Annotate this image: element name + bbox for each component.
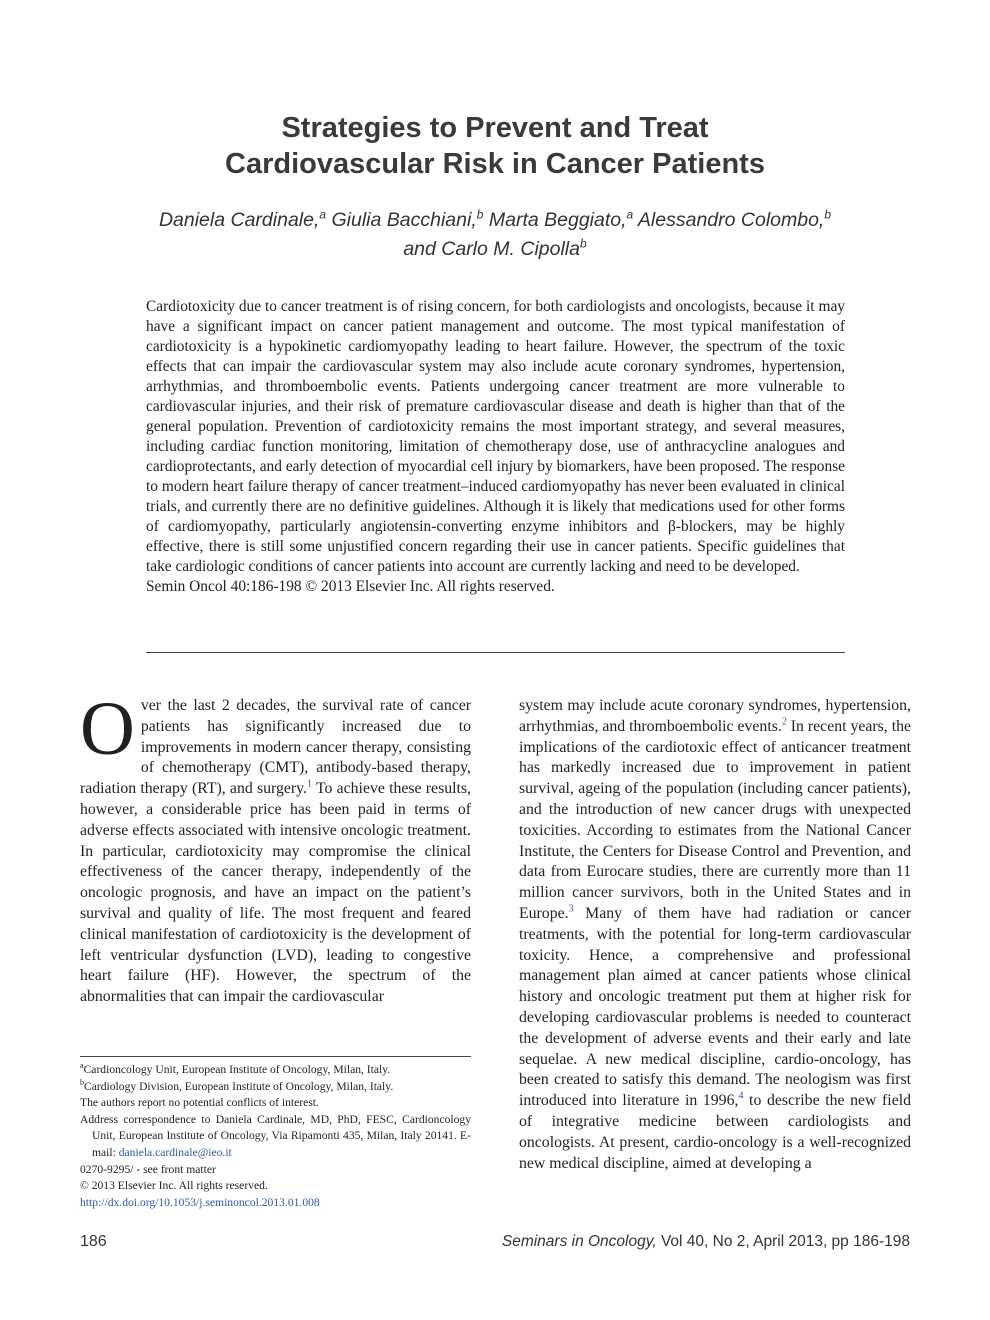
reference-link[interactable]: 3 <box>568 903 574 915</box>
journal-citation <box>502 1233 910 1251</box>
reference-link[interactable]: 1 <box>307 778 312 790</box>
abstract-divider <box>146 652 845 653</box>
affiliation-b <box>80 1079 471 1096</box>
affiliation-mark: b <box>824 207 832 222</box>
author-list <box>0 206 990 264</box>
title-line-1: Strategies to Prevent and Treat <box>281 112 709 144</box>
author-name: Marta Beggiato, <box>483 209 627 231</box>
body-text: system may include acute coronary syndromes, hypertension, arrhythmias, and thromboembolic events. <box>519 697 911 735</box>
article-title <box>0 110 990 182</box>
body-text: In recent years, the implications of the cardiotoxic effect of anticancer treatment has markedly increased due to improvement in patient survival, ageing of the population (including cancer patients), and the introduction of new cancer drugs with unexpected toxicities. According to estimates from the National Cancer Institute, the Centers for Disease Control and Prevention, and data from Eurocare studies, there are currently more than 11 million cancer survivors, both in the United States and in Europe. <box>519 717 911 922</box>
journal-details: Vol 40, No 2, April 2013, pp 186-198 <box>656 1233 910 1250</box>
author-name: and Carlo M. Cipolla <box>403 238 580 260</box>
correspondence <box>80 1112 471 1162</box>
body-text: To achieve these results, however, a considerable price has been paid in terms of adverse effects associated with intensive oncologic treatment. In particular, cardiotoxicity may compromise the clinical effectiveness of the cancer therapy, independently of the oncologic prognosis, and have an impact on the patient’s survival and quality of life. The most frequent and feared clinical manifestation of cardiotoxicity is the development of left ventricular dysfunction (LVD), leading to congestive heart failure (HF). However, the spectrum of the abnormalities that can impair the cardiovascular <box>80 780 471 1006</box>
author-name: Daniela Cardinale, <box>158 209 320 231</box>
copyright: © 2013 Elsevier Inc. All rights reserved. <box>80 1179 268 1193</box>
authors-line-1 <box>0 206 990 235</box>
reference-link[interactable]: 2 <box>781 716 787 728</box>
drop-cap: O <box>80 687 135 771</box>
title-line-2: Cardiovascular Risk in Cancer Patients <box>225 148 765 180</box>
body-column-right <box>519 696 911 1174</box>
body-column-left <box>80 687 471 1008</box>
correspondence-text: Address correspondence to Daniela Cardinale, MD, PhD, FESC, Cardioncology Unit, European Institute of Oncology, Via Ripamonti 435, Milan, Italy 20141. E-mail: <box>80 1112 471 1159</box>
body-text: ver the last 2 decades, the survival rate of cancer patients has significantly increased due to improvements in modern cancer therapy, consisting of chemotherapy (CMT), antibody-based therapy, radiation therapy (RT), and surgery. <box>80 697 471 798</box>
footnotes <box>80 1062 471 1211</box>
conflict-statement: The authors report no potential conflicts of interest. <box>80 1096 319 1110</box>
abstract-citation: Semin Oncol 40:186-198 © 2013 Elsevier Inc. All rights reserved. <box>146 578 555 595</box>
affiliation-text: Cardiology Division, European Institute of Oncology, Milan, Italy. <box>84 1079 394 1093</box>
email-link[interactable]: daniela.cardinale@ieo.it <box>118 1145 232 1159</box>
reference-link[interactable]: 4 <box>738 1090 744 1102</box>
doi-link[interactable]: http://dx.doi.org/10.1053/j.seminoncol.2013.01.008 <box>80 1195 320 1209</box>
affiliation-mark: b <box>579 236 587 251</box>
page-number: 186 <box>80 1233 107 1250</box>
affiliation-mark: a <box>80 1061 84 1071</box>
affiliation-a <box>80 1062 471 1079</box>
affiliation-mark: b <box>80 1077 84 1087</box>
affiliation-mark: a <box>626 207 634 222</box>
body-text: to describe the new field of integrative medicine between cardiologists and oncologists. At present, cardio-oncology is a well-recognized new medical discipline, aimed at developing a <box>519 1092 911 1172</box>
affiliation-mark: b <box>476 207 484 222</box>
journal-name: Seminars in Oncology, <box>501 1233 657 1250</box>
footnote-divider <box>80 1056 471 1057</box>
abstract <box>146 297 845 597</box>
abstract-text: Cardiotoxicity due to cancer treatment is of rising concern, for both cardiologists and oncologists, because it may have a significant impact on cancer patient management and outcome. The most typical manifestation of cardiotoxicity is a hypokinetic cardiomyopathy leading to heart failure. However, the spectrum of the toxic effects that can impair the cardiovascular system may also include acute coronary syndromes, hypertension, arrhythmias, and thromboembolic events. Patients undergoing cancer treatment are more vulnerable to cardiovascular injuries, and their risk of premature cardiovascular disease and death is higher than that of the general population. Prevention of cardiotoxicity remains the most important strategy, and several measures, including cardiac function monitoring, limitation of chemotherapy dose, use of anthracycline analogues and cardioprotectants, and early detection of myocardial cell injury by biomarkers, have been proposed. The response to modern heart failure therapy of cancer treatment–induced cardiomyopathy has never been evaluated in clinical trials, and currently there are no definitive guidelines. Although it is likely that medications used for other forms of cardiomyopathy, particularly angiotensin-converting enzyme inhibitors and β-blockers, may be highly effective, there is still some unjustified concern regarding their use in cancer patients. Specific guidelines that take cardiologic conditions of cancer patients into account are currently lacking and need to be developed. <box>146 298 845 575</box>
affiliation-text: Cardioncology Unit, European Institute of Oncology, Milan, Italy. <box>83 1063 391 1076</box>
authors-line-2 <box>0 235 990 264</box>
body-text: Many of them have had radiation or cancer treatments, with the potential for long-term cardiovascular toxicity. Hence, a comprehensive and professional management plan aimed at cancer patients whose clinical history and oncologic treatment put them at higher risk for developing cardiovascular problems is needed to counteract the development of adverse events and their early and late sequelae. A new medical discipline, cardio-oncology, has been created to satisfy this demand. The neologism was first introduced into literature in 1996, <box>519 904 911 1110</box>
issn: 0270-9295/ - see front matter <box>80 1162 216 1176</box>
author-name: Giulia Bacchiani, <box>326 209 477 231</box>
affiliation-mark: a <box>319 207 327 222</box>
author-name: Alessandro Colombo, <box>633 209 825 231</box>
